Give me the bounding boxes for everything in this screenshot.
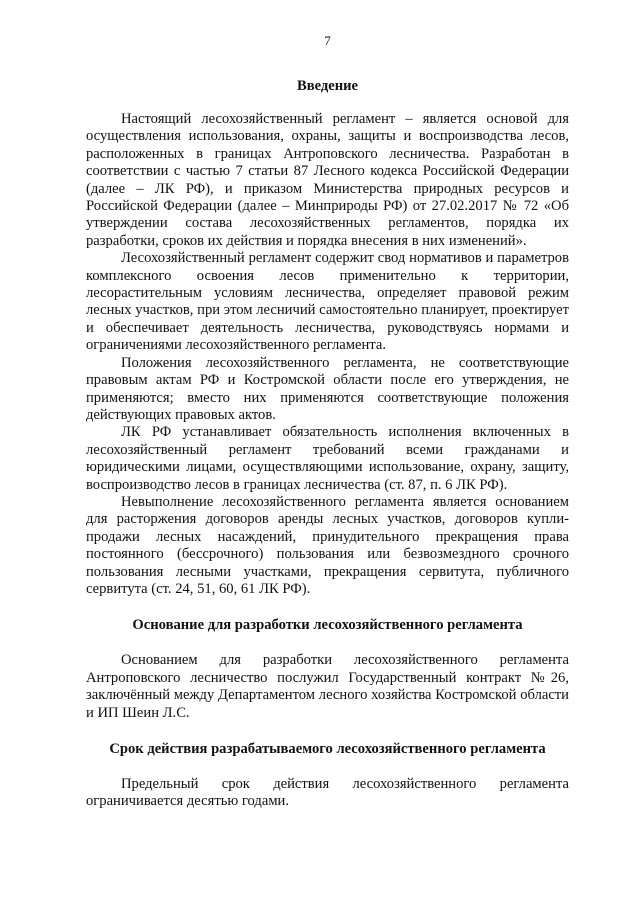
page-number: 7 xyxy=(324,33,331,48)
paragraph: Основанием для разработки лесохозяйственного регламента Антроповского лесничество послужил Государственный контракт №26, заключённый между Департаментом лесного хозяйства Костромской области и ИП Шеин Л.С. xyxy=(86,652,569,721)
section-heading-validity: Срок действия разрабатываемого лесохозяйственного регламента xyxy=(109,741,546,757)
paragraph: Положения лесохозяйственного регламента, не соответствующие правовым актам РФ и Костромской области после его утверждения, не применяются; вместо них применяются соответствующие положения действующих правовых актов. xyxy=(86,354,569,423)
paragraph: Невыполнение лесохозяйственного регламента является основанием для расторжения договоров аренды лесных участков, договоров купли-продажи лесных насаждений, принудительного прекращения права постоянного (бессрочного) пользования или безвозмездного срочного пользования лесными участками, прекращения сервитута, публичного сервитута (ст. 24, 51, 60, 61 ЛК РФ). xyxy=(86,493,569,597)
paragraph: Лесохозяйственный регламент содержит свод нормативов и параметров комплексного освоения лесов применительно к территории, лесорастительным условиям лесничества, определяет правовой режим лесных участков, при этом лесничий самостоятельно планирует, проектирует и обеспечивает деятельность лесничества, руководствуясь нормами и ограничениями лесохозяйственного регламента. xyxy=(86,250,569,354)
paragraph: Предельный срок действия лесохозяйственного регламента ограничивается десятью годами. xyxy=(86,776,569,810)
section-heading-introduction: Введение xyxy=(296,78,359,94)
paragraph: ЛК РФ устанавливает обязательность исполнения включенных в лесохозяйственный регламент требований всеми гражданами и юридическими лицами, осуществляющими использование, охрану, защиту, воспроизводство лесов в границах лесничества (ст. 87, п. 6 ЛК РФ). xyxy=(86,424,569,493)
paragraph: Настоящий лесохозяйственный регламент – является основой для осуществления использования, охраны, защиты и воспроизводства лесов, расположенных в границах Антроповского лесничества. Разработан в соответствии с частью 7 статьи 87 Лесного кодекса Российской Федерации (далее – ЛК РФ), и приказом Министерства природных ресурсов и Российской Федерации (далее – Минприроды РФ) от 27.02.2017 № 72 «Об утверждении состава лесохозяйственных регламентов, порядка их разработки, сроков их действия и порядка внесения в них изменений». xyxy=(86,111,569,249)
section-heading-basis: Основание для разработки лесохозяйственного регламента xyxy=(132,617,523,634)
